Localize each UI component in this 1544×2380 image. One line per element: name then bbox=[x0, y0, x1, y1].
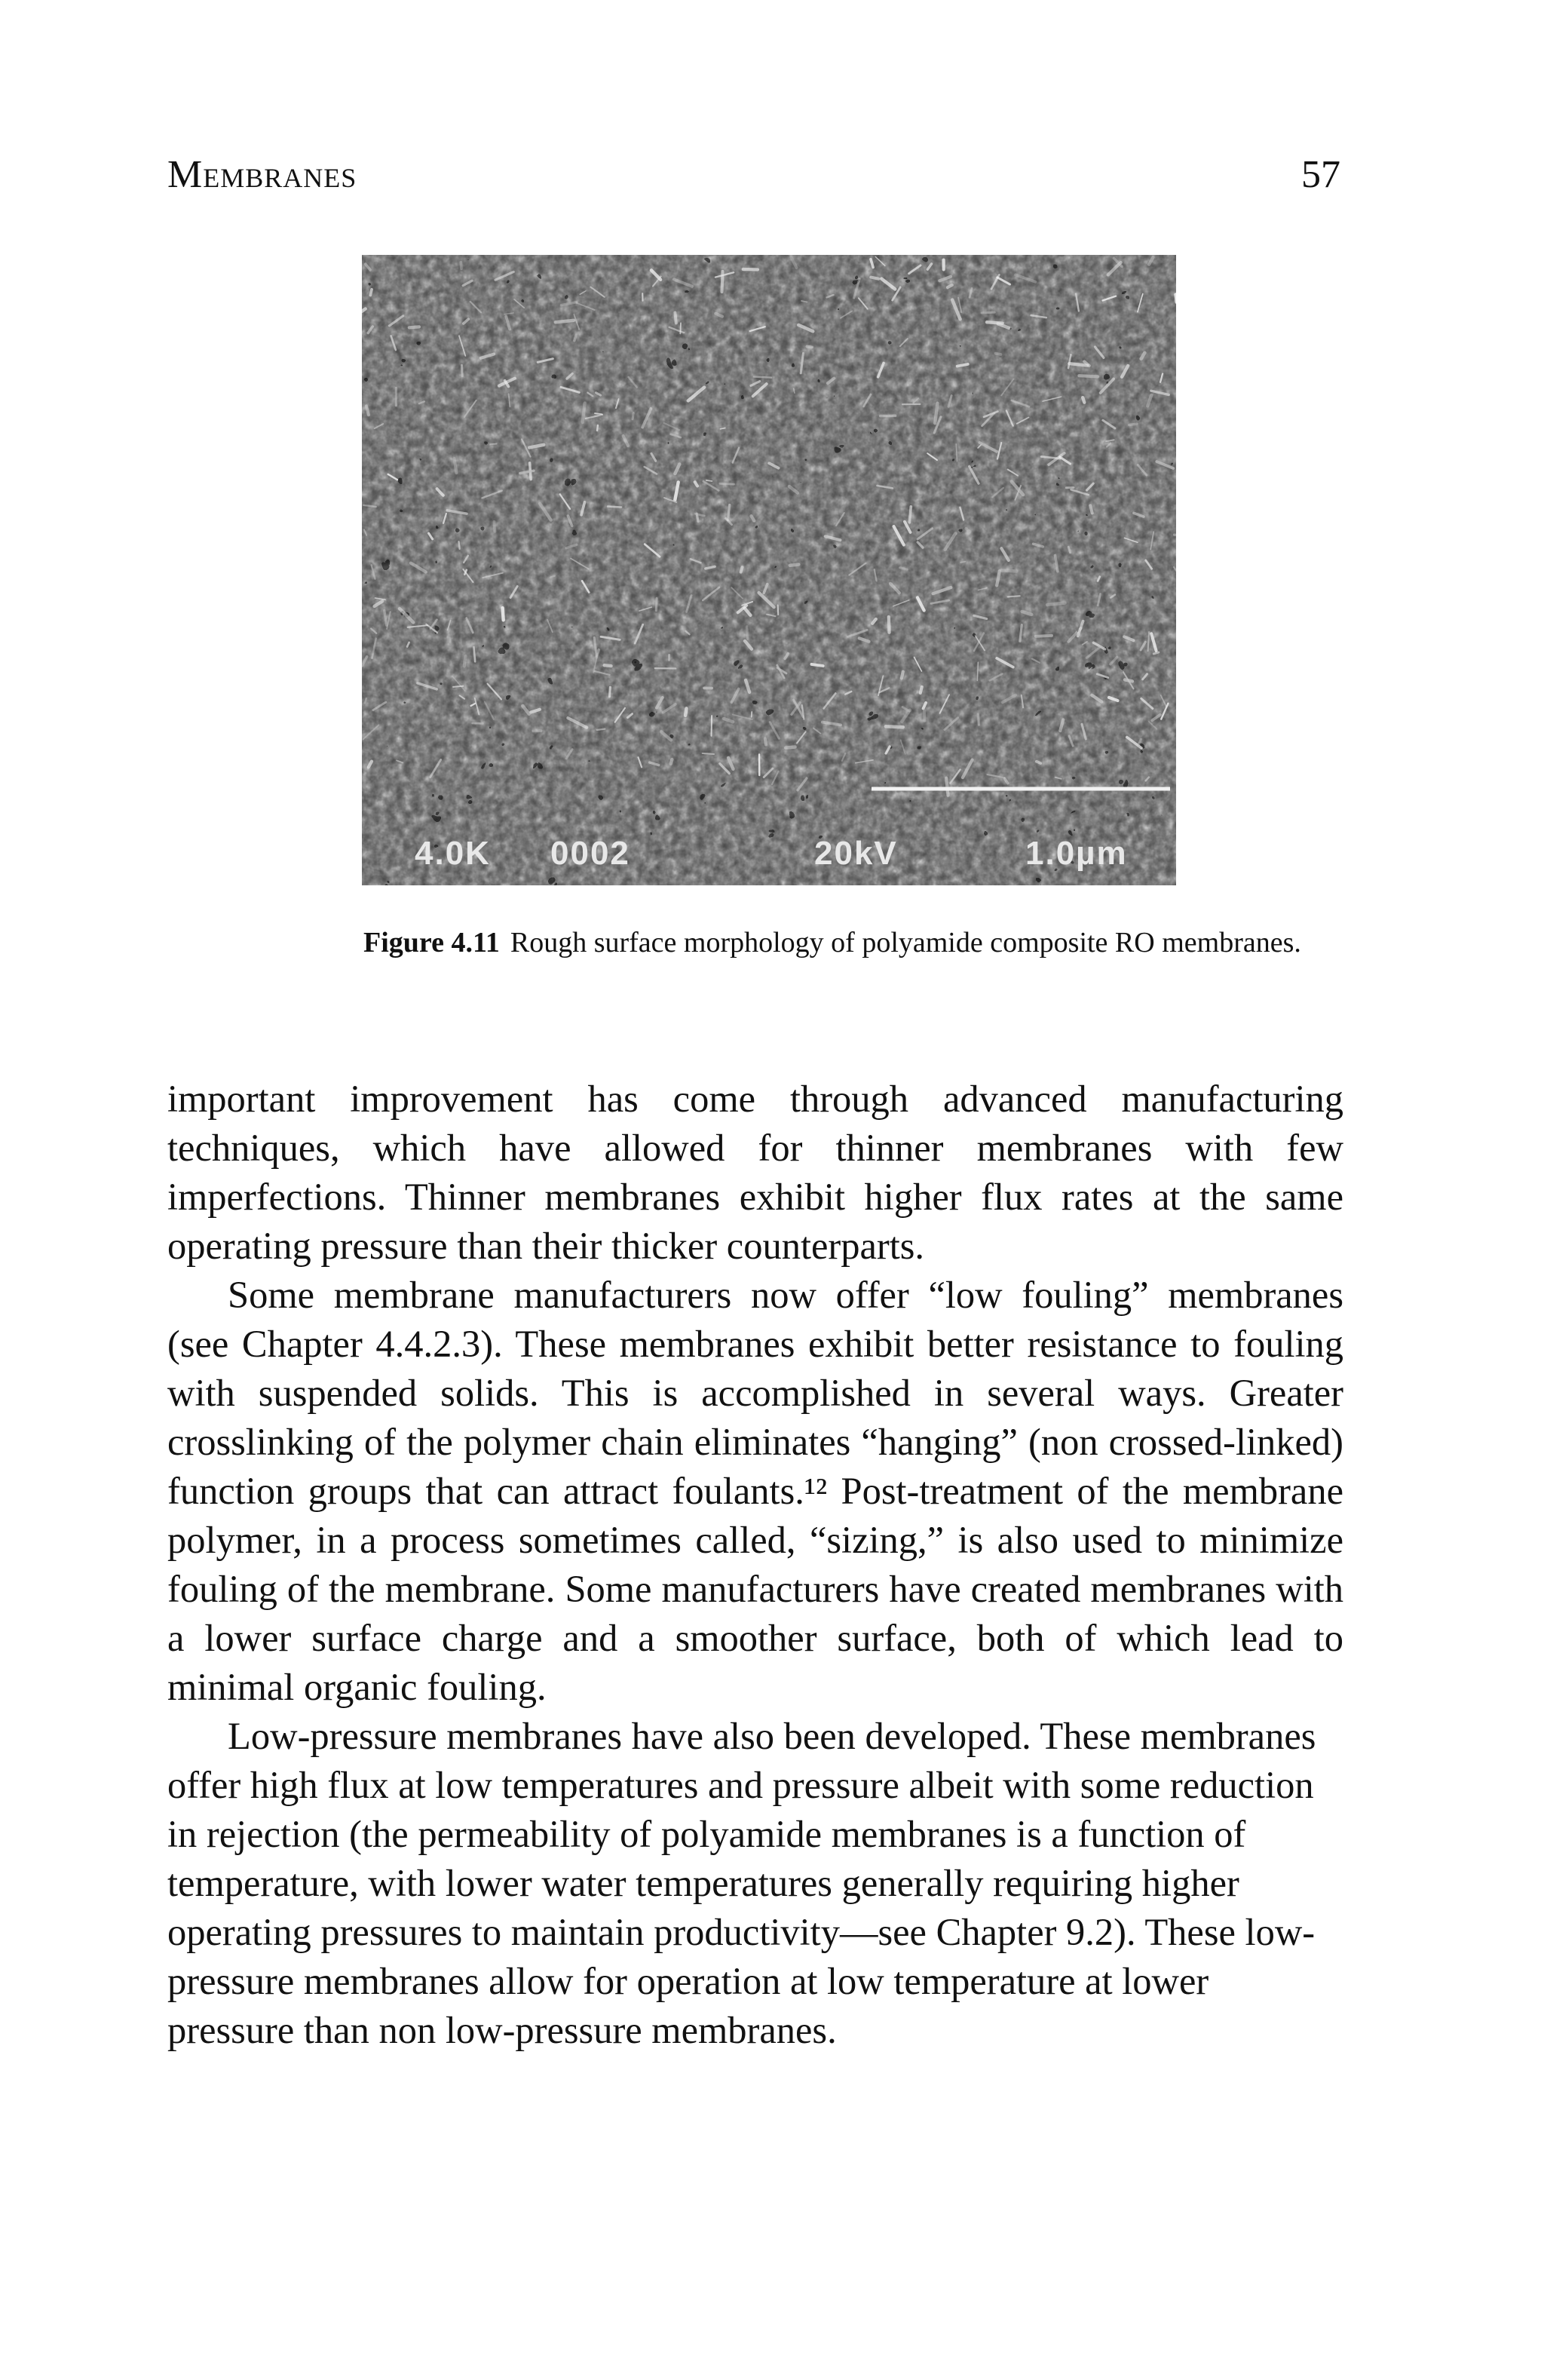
sem-speckle bbox=[608, 507, 621, 508]
sem-speckle bbox=[494, 522, 495, 532]
sem-speckle bbox=[977, 662, 978, 680]
sem-speckle bbox=[948, 285, 952, 287]
sem-speckle bbox=[671, 759, 672, 764]
figure-caption bbox=[363, 926, 1301, 961]
sem-speckle bbox=[946, 778, 948, 796]
sem-speckle bbox=[754, 377, 771, 378]
sem-speckle bbox=[597, 425, 598, 431]
sem-speckle bbox=[982, 312, 994, 313]
sem-speckle bbox=[743, 269, 758, 270]
sem-speckle bbox=[583, 403, 585, 422]
sem-speckle bbox=[1037, 762, 1041, 763]
paragraph-2: Some membrane manufacturers now offer “low fouling” membranes (see Chapter 4.4.2.3). These membranes exhibit better resistance to fouling with suspended solids. This is accomplished in several ways. Greater crosslinking of the polymer chain eliminates “hanging” (non crossed-linked) function groups that can attract foulants.¹² Post-treatment of the membrane polymer, in a process sometimes called, “sizing,” is also used to minimize fouling of the membrane. Some manufacturers have created membranes with a lower surface charge and a smoother surface, both of which lead to minimal organic fouling. bbox=[167, 1274, 1343, 1708]
sem-speckle bbox=[921, 687, 922, 693]
paragraph-1: important improvement has come through advanced manufacturing techniques, which have allowed for thinner membranes with few imperfections. Thinner membranes exhibit higher flux rates at the same operating pressure than their thicker counterparts. bbox=[167, 1078, 1343, 1267]
sem-speckle bbox=[765, 739, 766, 745]
sem-speckle bbox=[605, 665, 611, 666]
sem-speckle bbox=[680, 323, 681, 333]
sem-speckle bbox=[695, 482, 697, 486]
sem-speckle bbox=[574, 335, 576, 341]
sem-speckle bbox=[1176, 294, 1177, 302]
sem-micrograph bbox=[362, 255, 1176, 885]
sem-frame-number-label: 0002 bbox=[550, 835, 630, 872]
sem-speckle bbox=[1153, 652, 1159, 654]
sem-speckle bbox=[978, 714, 979, 725]
sem-speckle bbox=[455, 459, 457, 473]
sem-speckle bbox=[790, 565, 799, 566]
sem-speckle bbox=[720, 483, 734, 484]
sem-speckle bbox=[889, 617, 890, 633]
sem-scale-label: 1.0µm bbox=[1025, 835, 1128, 872]
sem-speckle bbox=[902, 672, 903, 679]
sem-speckle bbox=[786, 747, 795, 748]
sem-speckle bbox=[1090, 505, 1092, 513]
sem-speckle bbox=[685, 708, 686, 715]
sem-image bbox=[362, 255, 1176, 885]
sem-speckle bbox=[453, 686, 463, 687]
sem-speckle bbox=[1129, 424, 1137, 425]
body-text bbox=[167, 1075, 1343, 2055]
sem-speckle bbox=[706, 480, 712, 481]
sem-speckle bbox=[807, 347, 811, 348]
sem-speckle bbox=[503, 608, 504, 620]
sem-speckle bbox=[1047, 603, 1065, 605]
paragraph-3: Low-pressure membranes have also been developed. These membranes offer high flux at low temperatures and pressure albeit with some reduction in rejection (the permeability of polyamide membranes is a function of temperature, with lower water temperatures generally requiring higher operating pressures to maintain productivity—see Chapter 9.2). These low-pressure membranes allow for operation at low temperature at lower pressure than non low-pressure membranes. bbox=[167, 1715, 1316, 2051]
sem-speckle bbox=[464, 656, 466, 666]
sem-magnification-label: 4.0K bbox=[415, 835, 491, 872]
sem-speckle bbox=[595, 413, 602, 414]
sem-speckle bbox=[871, 278, 878, 279]
running-head: Membranes bbox=[167, 153, 357, 196]
sem-speckle bbox=[556, 321, 574, 323]
sem-speckle bbox=[1083, 397, 1084, 403]
sem-speckle bbox=[1069, 363, 1087, 366]
sem-speckle bbox=[656, 598, 657, 610]
figure-caption-text: Rough surface morphology of polyamide composite RO membranes. bbox=[510, 927, 1301, 958]
sem-speckle bbox=[597, 729, 605, 730]
page-number: 57 bbox=[1301, 153, 1340, 196]
sem-speckle bbox=[909, 507, 911, 523]
sem-speckle bbox=[474, 647, 476, 661]
sem-speckle bbox=[459, 541, 460, 549]
sem-speckle bbox=[675, 312, 676, 323]
sem-speckle bbox=[1001, 571, 1016, 572]
figure-caption-label: Figure 4.11 bbox=[363, 927, 500, 958]
sem-speckle bbox=[924, 710, 925, 721]
sem-speckle bbox=[1008, 596, 1020, 597]
sem-speckle bbox=[778, 606, 779, 615]
sem-speckle bbox=[703, 753, 715, 754]
sem-speckle bbox=[610, 687, 611, 696]
sem-speckle bbox=[370, 290, 372, 296]
sem-speckle bbox=[741, 567, 743, 572]
sem-speckle bbox=[365, 698, 366, 703]
sem-speckle bbox=[747, 627, 748, 639]
sem-speckle bbox=[812, 664, 823, 666]
sem-speckle bbox=[462, 365, 463, 376]
sem-speckle bbox=[490, 444, 497, 445]
sem-voltage-label: 20kV bbox=[814, 835, 898, 872]
sem-speckle bbox=[728, 505, 729, 520]
sem-speckle bbox=[886, 726, 903, 727]
